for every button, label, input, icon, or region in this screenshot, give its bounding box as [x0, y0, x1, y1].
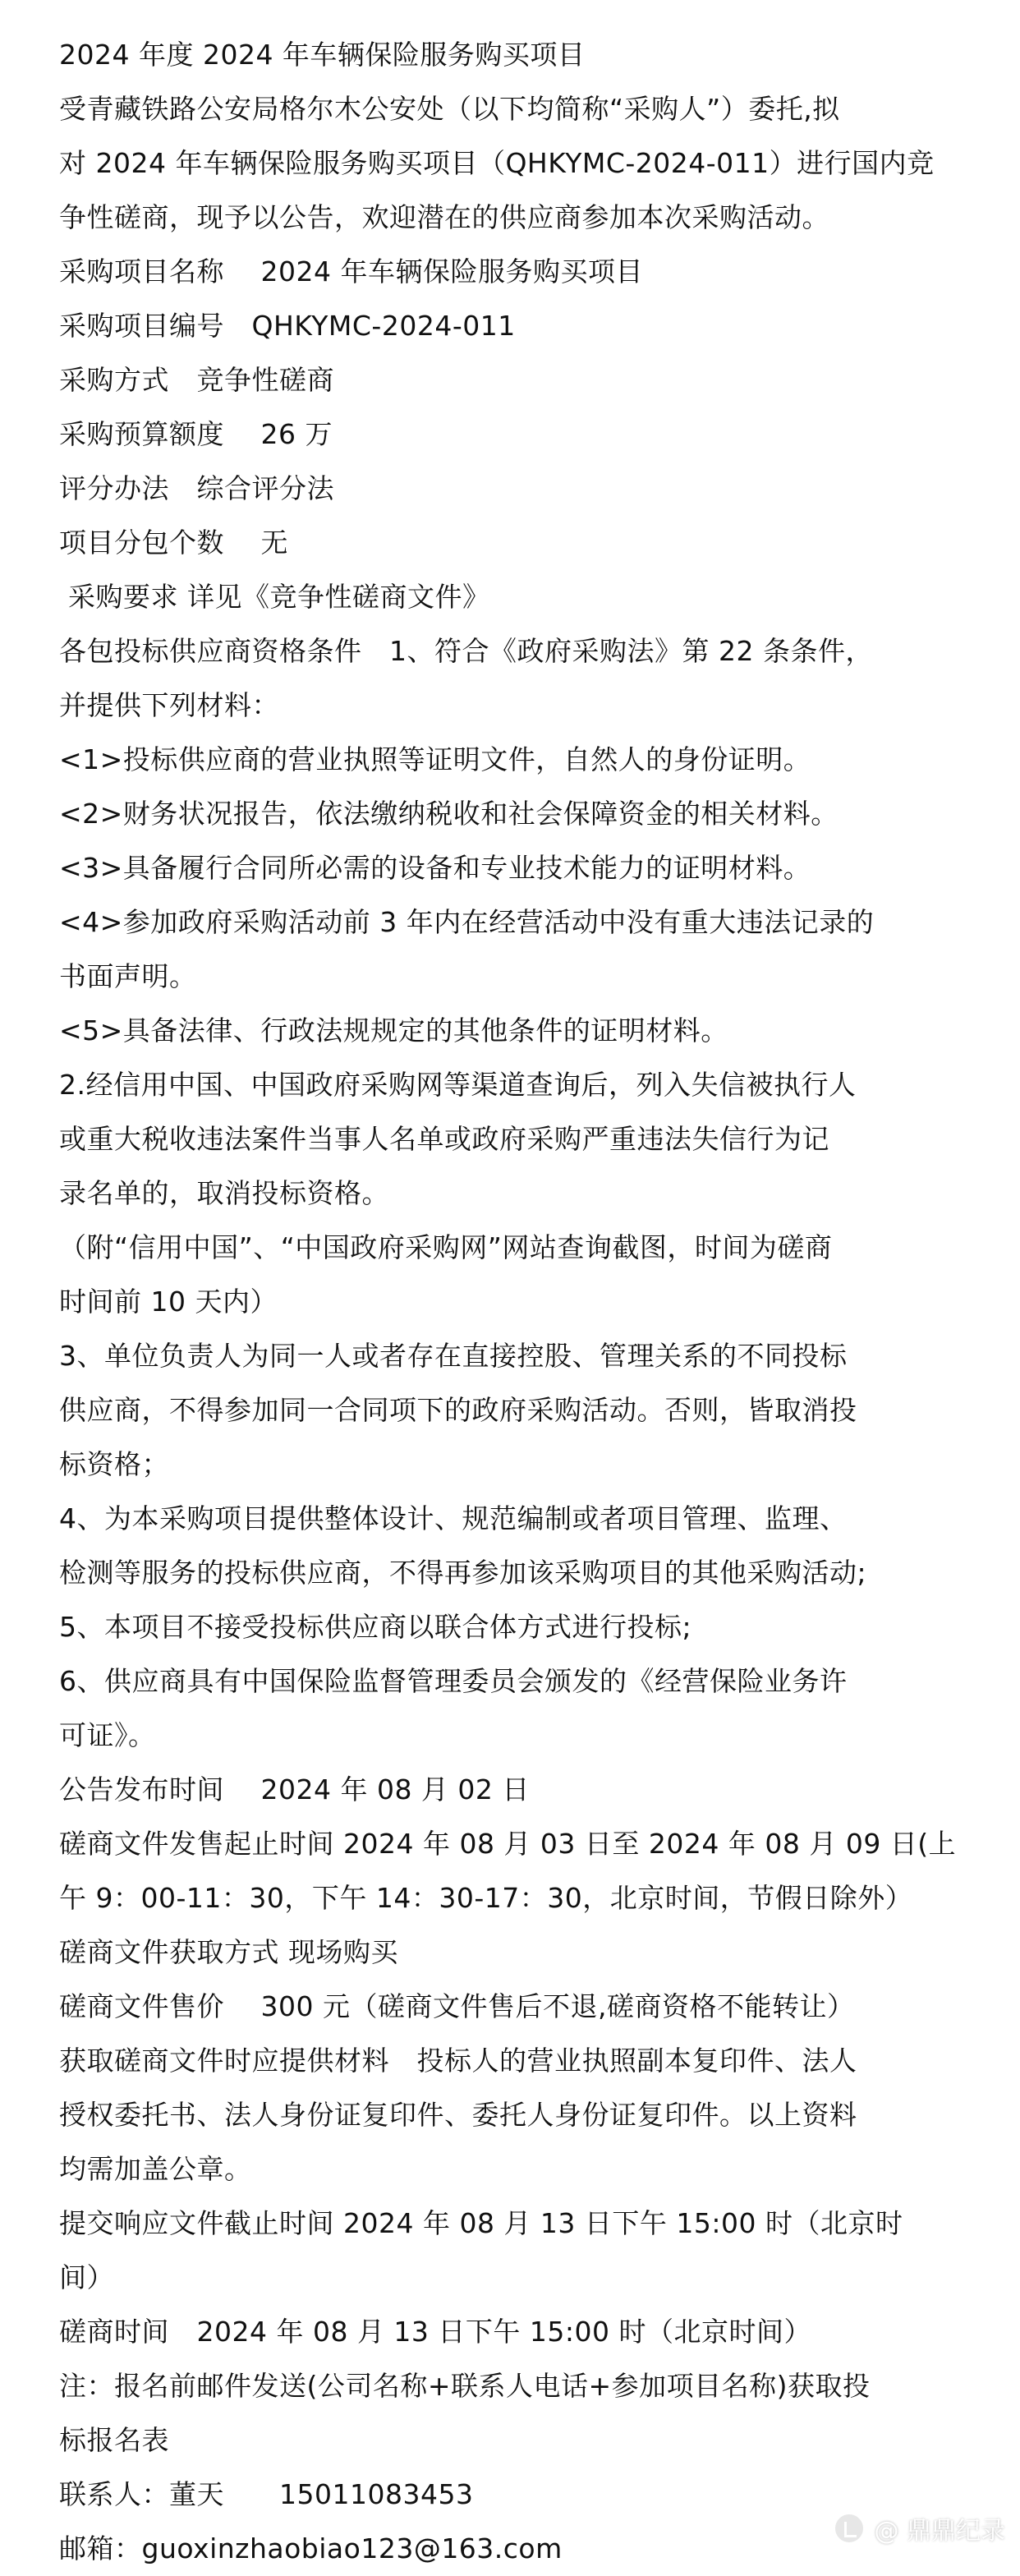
document-line: 间） — [59, 2261, 114, 2293]
document-line: 受青藏铁路公安局格尔木公安处（以下均简称“采购人”）委托,拟 — [59, 93, 840, 125]
document-line: 供应商，不得参加同一合同项下的政府采购活动。否则，皆取消投 — [59, 1394, 857, 1426]
document-line: 午 9：00-11：30，下午 14：30-17：30，北京时间，节假日除外） — [59, 1882, 913, 1914]
document-line: 3、单位负责人为同一人或者存在直接控股、管理关系的不同投标 — [59, 1340, 848, 1372]
watermark-logo-icon — [833, 2512, 866, 2545]
document-line: 4、为本采购项目提供整体设计、规范编制或者项目管理、监理、 — [59, 1502, 848, 1534]
document-line: 采购方式 竞争性磋商 — [59, 364, 334, 396]
document-line: 检测等服务的投标供应商，不得再参加该采购项目的其他采购活动; — [59, 1557, 867, 1589]
document-line: 录名单的，取消投标资格。 — [59, 1177, 389, 1209]
document-line: 评分办法 综合评分法 — [59, 472, 334, 504]
document-line: 公告发布时间 2024 年 08 月 02 日 — [59, 1773, 530, 1806]
document-line: 或重大税收违法案件当事人名单或政府采购严重违法失信行为记 — [59, 1123, 829, 1155]
document-line: 磋商文件获取方式 现场购买 — [59, 1936, 398, 1968]
document-line: 磋商文件发售起止时间 2024 年 08 月 03 日至 2024 年 08 月 09 日(上 — [59, 1828, 957, 1860]
watermark — [833, 2510, 1005, 2546]
document-line: 标资格； — [59, 1448, 169, 1480]
document-line: 邮箱：guoxinzhaobiao123@163.com — [59, 2532, 563, 2564]
document-line: 2024 年度 2024 年车辆保险服务购买项目 — [59, 39, 586, 71]
document-line: 各包投标供应商资格条件 1、符合《政府采购法》第 22 条条件， — [59, 635, 873, 667]
document-line: 提交响应文件截止时间 2024 年 08 月 13 日下午 15:00 时（北京时 — [59, 2207, 903, 2239]
document-line: <5>具备法律、行政法规规定的其他条件的证明材料。 — [59, 1014, 728, 1046]
watermark-text: @ 鼎鼎纪录 — [874, 2517, 1005, 2546]
document-line: 磋商时间 2024 年 08 月 13 日下午 15:00 时（北京时间） — [59, 2316, 811, 2348]
document-line: 书面声明。 — [59, 960, 197, 992]
document-line: 项目分包个数 无 — [59, 527, 288, 559]
document-line: 注：报名前邮件发送(公司名称+联系人电话+参加项目名称)获取投 — [59, 2370, 871, 2402]
document-line: <3>具备履行合同所必需的设备和专业技术能力的证明材料。 — [59, 852, 811, 884]
document-line: 均需加盖公章。 — [59, 2153, 252, 2185]
document-line: 获取磋商文件时应提供材料 投标人的营业执照副本复印件、法人 — [59, 2045, 857, 2077]
document-line: 标报名表 — [59, 2424, 169, 2456]
document-line: 联系人：董天 15011083453 — [59, 2478, 474, 2510]
document-line: 采购预算额度 26 万 — [59, 418, 333, 450]
document-line: 时间前 10 天内） — [59, 1286, 278, 1318]
document-line: 争性磋商，现予以公告，欢迎潜在的供应商参加本次采购活动。 — [59, 201, 829, 233]
document-line: 采购项目编号 QHKYMC-2024-011 — [59, 310, 516, 342]
document-line: 并提供下列材料： — [59, 689, 279, 721]
announcement-document — [59, 28, 987, 2576]
document-line: 采购要求 详见《竞争性磋商文件》 — [59, 581, 490, 613]
document-line: 采购项目名称 2024 年车辆保险服务购买项目 — [59, 255, 643, 288]
document-line: <4>参加政府采购活动前 3 年内在经营活动中没有重大违法记录的 — [59, 906, 875, 938]
document-line: 授权委托书、法人身份证复印件、委托人身份证复印件。以上资料 — [59, 2099, 857, 2131]
document-line: 可证》。 — [59, 1719, 156, 1751]
document-line: 2.经信用中国、中国政府采购网等渠道查询后，列入失信被执行人 — [59, 1069, 857, 1101]
document-line: 对 2024 年车辆保险服务购买项目（QHKYMC-2024-011）进行国内竞 — [59, 147, 935, 179]
document-line: <2>财务状况报告，依法缴纳税收和社会保障资金的相关材料。 — [59, 798, 839, 830]
document-line: 5、本项目不接受投标供应商以联合体方式进行投标; — [59, 1611, 692, 1643]
document-line: （附“信用中国”、“中国政府采购网”网站查询截图，时间为磋商 — [59, 1231, 833, 1263]
document-line: 6、供应商具有中国保险监督管理委员会颁发的《经营保险业务许 — [59, 1665, 848, 1697]
document-line: 磋商文件售价 300 元（磋商文件售后不退,磋商资格不能转让） — [59, 1990, 855, 2022]
document-line: <1>投标供应商的营业执照等证明文件，自然人的身份证明。 — [59, 743, 811, 775]
